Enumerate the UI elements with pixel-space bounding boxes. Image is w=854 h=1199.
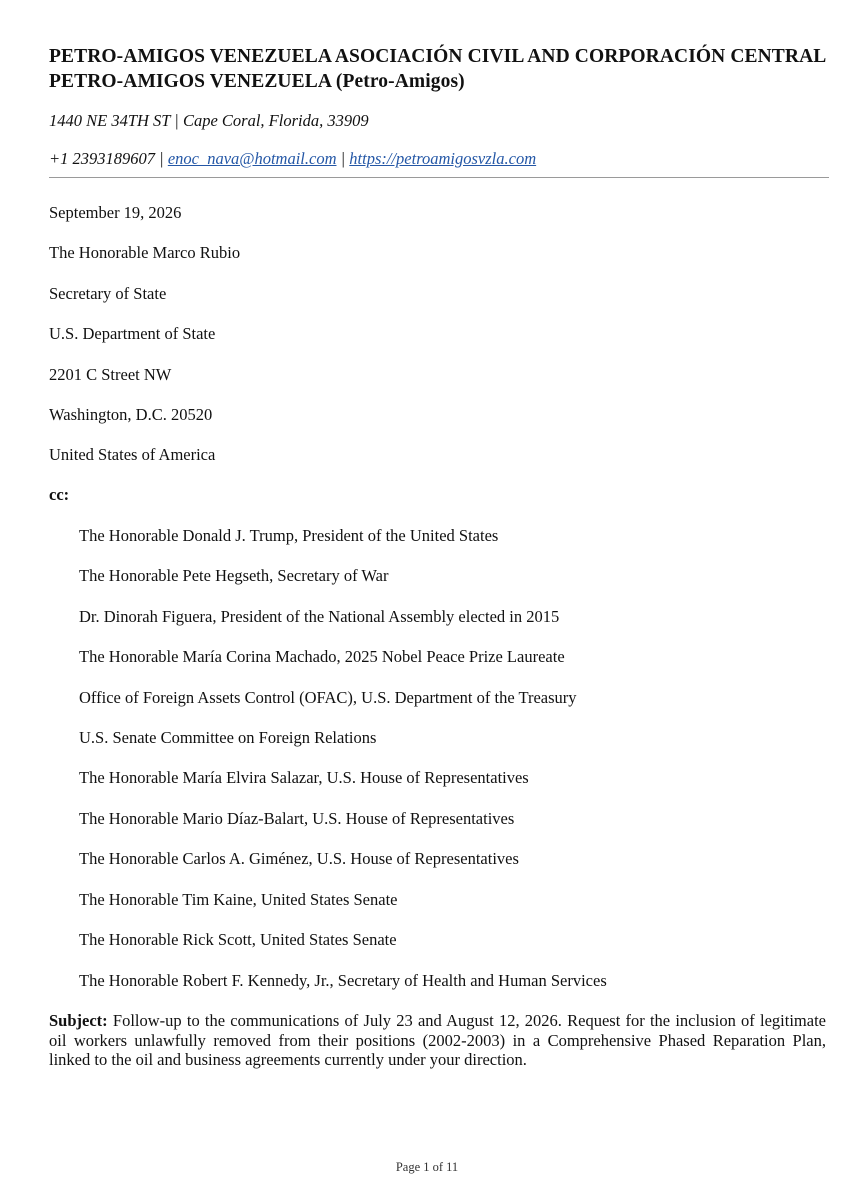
letter-date: September 19, 2026 [49,203,182,222]
cc-label: cc: [49,485,70,504]
cc-recipient: The Honorable María Corina Machado, 2025 Nobel Peace Prize Laureate [79,647,565,666]
recipient-line: Washington, D.C. 20520 [49,405,213,424]
contact-line [49,149,536,169]
email-link[interactable]: enoc_nava@hotmail.com [167,149,337,168]
contact-separator: | [336,149,350,168]
cc-recipient: U.S. Senate Committee on Foreign Relations [79,728,377,747]
page-number: Page 1 of 11 [395,1160,459,1174]
recipient-line: 2201 C Street NW [49,365,172,384]
organization-title: PETRO-AMIGOS VENEZUELA ASOCIACIÓN CIVIL AND CORPORACIÓN CENTRAL PETRO-AMIGOS VENEZUELA (Petro-Amigos) [49,46,826,92]
subject-label: Subject: [49,1011,108,1030]
subject-paragraph [49,1011,826,1070]
cc-recipient: The Honorable Donald J. Trump, President of the United States [79,526,499,545]
cc-recipient: Office of Foreign Assets Control (OFAC), U.S. Department of the Treasury [79,688,577,707]
cc-recipient: The Honorable Carlos A. Giménez, U.S. House of Representatives [79,849,519,868]
cc-recipient: The Honorable Robert F. Kennedy, Jr., Secretary of Health and Human Services [79,971,607,990]
recipient-line: The Honorable Marco Rubio [49,243,241,262]
cc-recipient: The Honorable Mario Díaz-Balart, U.S. House of Representatives [79,809,515,828]
cc-recipient: The Honorable Pete Hegseth, Secretary of War [79,566,389,585]
header-divider [49,177,829,178]
cc-recipient: The Honorable Rick Scott, United States Senate [79,930,397,949]
organization-address: 1440 NE 34TH ST | Cape Coral, Florida, 33909 [49,111,369,130]
recipient-line: United States of America [49,445,216,464]
subject-text: Follow-up to the communications of July 23 and August 12, 2026. Request for the inclusion of legitimate oil workers unlawfully removed from their positions (2002-2003) in a Comprehensive Phased Reparation Plan, linked to the oil and business agreements currently under your direction. [49,1011,826,1069]
website-link[interactable]: https://petroamigosvzla.com [349,149,537,168]
cc-recipient: Dr. Dinorah Figuera, President of the National Assembly elected in 2015 [79,607,560,626]
phone-number: +1 2393189607 [49,149,156,168]
cc-recipient: The Honorable María Elvira Salazar, U.S. House of Representatives [79,768,529,787]
contact-separator: | [155,149,168,168]
recipient-line: Secretary of State [49,284,167,303]
cc-recipient: The Honorable Tim Kaine, United States Senate [79,890,398,909]
recipient-line: U.S. Department of State [49,324,216,343]
